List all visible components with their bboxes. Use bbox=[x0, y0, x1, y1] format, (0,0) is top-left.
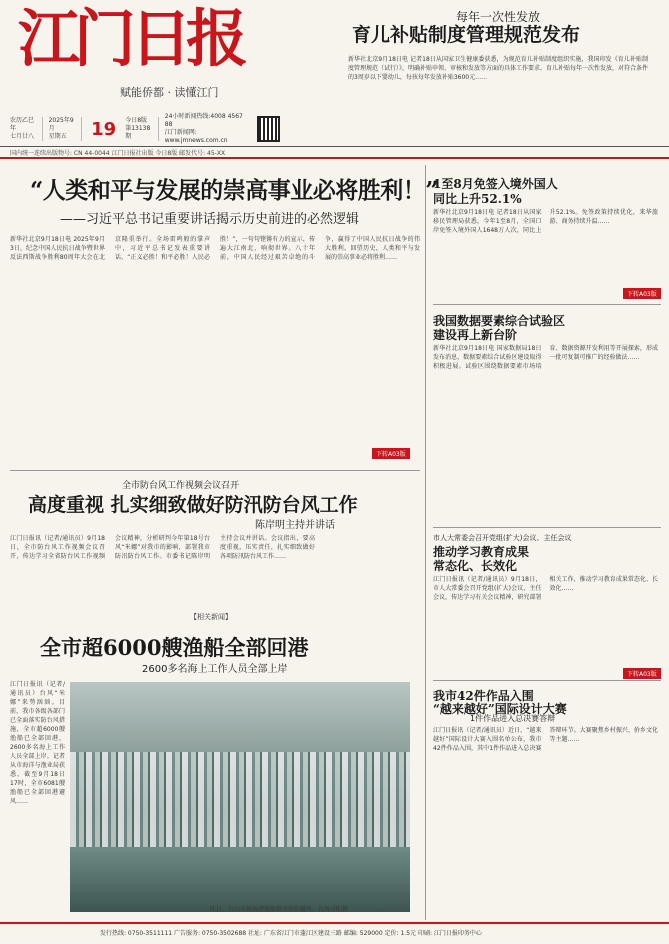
divider bbox=[433, 527, 661, 528]
footer: 发行热线: 0750-3511111 广告服务: 0750-3502688 社址: 广东省江门市蓬江区建设三路 邮编: 529000 定价: 1.5元 印刷: 江门日报印务中心 bbox=[0, 922, 669, 944]
story2-body: 江门日报讯（记者/通讯员）9月18日，全市防台风工作视频会议召开，传达学习全省防台风工作视频会议精神，分析研判今年第18号台风“米娜”对我市的影响，部署我市防汛防台风工作。市委书记陈岸明主持会议并讲话。会议指出，要高度重视，压实责任，扎实细致做好各项防汛防台风工作…… bbox=[10, 535, 315, 560]
masthead bbox=[12, 0, 262, 115]
newspaper-logo[interactable]: 江门日报 bbox=[18, 2, 243, 75]
harbor-photo[interactable] bbox=[70, 682, 410, 912]
right-story3-title-2[interactable]: 常态化、长效化 bbox=[433, 559, 518, 573]
right-story4-body: 江门日报讯（记者/通讯员）近日，“越来越好”国际设计大赛入围名单公布，我市42件作品入围，其中1件作品进入总决赛答辩环节。大赛聚焦乡村振兴、侨乡文化等主题…… bbox=[433, 727, 658, 752]
lead-body: 新华社北京9月18日电 2025年9月3日，纪念中国人民抗日战争暨世界反法西斯战争胜利80周年大会在北京隆重举行。全场雷鸣般的掌声中，习近平总书记发表重要讲话，“正义必胜！和平必胜！人民必胜！”，一句句铿锵有力的宣示，传遍大江南北，响彻世界。八十年前，中国人民经过艰苦卓绝的斗争，赢得了中国人民抗日战争的伟大胜利。回望历史，人类和平与发展的崇高事业必将胜利…… bbox=[10, 236, 420, 261]
issue-number: 今日8版 第13138期 bbox=[125, 117, 159, 140]
right-story2-body: 新华社北京9月18日电 国家数据局18日发布消息，数据要素综合试验区建设取得积极进展。试验区围绕数据要素市场培育、数据资源开发利用等开展探索，形成一批可复制可推广的经验做法…… bbox=[433, 345, 658, 370]
story2-sub: 陈岸明主持并讲话 bbox=[255, 520, 335, 531]
right-story3-body: 江门日报讯（记者/通讯员）9月18日，市人大常委会召开党组(扩大)会议、主任会议，传达学习有关会议精神，研究部署相关工作，推动学习教育成果常态化、长效化…… bbox=[433, 576, 658, 601]
gregorian-date: 2025年9月 星期五 bbox=[49, 117, 83, 140]
top-story-body: 新华社北京9月18日电 记者18日从国家卫生健康委获悉，为规范育儿补贴制度组织实施，我国印发《育儿补贴制度管理规范（试行）》，明确补贴申领、审核和发放等方面的具体工作要求。育儿补贴每年一次性发放，对符合条件的3周岁以下婴幼儿，每孩每年发放补贴3600元…… bbox=[348, 56, 648, 81]
right-story3-kicker: 市人大常委会召开党组(扩大)会议、主任会议 bbox=[433, 534, 572, 542]
harbor-water bbox=[70, 847, 410, 912]
right-story1-title-2[interactable]: 同比上升52.1% bbox=[433, 192, 522, 206]
related-news-tag: 【相关新闻】 bbox=[190, 613, 232, 621]
top-story[interactable] bbox=[340, 0, 660, 145]
publication-info: 国内统一连续出版物号: CN 44-0044 江门日报社出版 今日8版 邮发代号: 45-XX bbox=[10, 150, 226, 157]
right-story3-title[interactable]: 推动学习教育成果 bbox=[433, 545, 530, 559]
story2-kicker: 全市防台风工作视频会议召开 bbox=[122, 481, 240, 491]
top-story-title[interactable]: 育儿补贴制度管理规范发布 bbox=[352, 24, 581, 46]
right-story1-body: 新华社北京9月18日电 记者18日从国家移民管理局获悉，今年1至8月，全国口岸免签入境外国人1648万人次，同比上升52.1%。免签政策持续优化，来华旅游、商务持续升温…… bbox=[433, 209, 658, 234]
issue-info bbox=[10, 113, 280, 145]
lead-headline[interactable]: “人类和平与发展的崇高事业必将胜利！” bbox=[30, 177, 438, 204]
story3-body: 江门日报讯（记者/通讯员）台风“米娜”来势汹汹。目前，我市各级各部门已全面落实防台风措施，全市超6000艘渔船已全部回港，2600多名海上工作人员全部上岸。记者从市海洋与渔业局获悉，截至9月18日17时，全市6081艘渔船已全部回港避风…… bbox=[10, 681, 65, 805]
day-number: 19 bbox=[91, 118, 117, 140]
slogan: 赋能侨都 · 读懂江门 bbox=[120, 86, 219, 99]
photo-caption: 昨日，台山市镇海港渔船整齐停泊避风。台海寻阳摄 bbox=[210, 906, 349, 913]
lead-subtitle: ——习近平总书记重要讲话揭示历史前进的必然逻辑 bbox=[60, 212, 360, 227]
right-story4-sub: 1件作品进入总决赛答辩 bbox=[470, 714, 556, 723]
continue-link[interactable]: 下转A03版 bbox=[623, 288, 661, 299]
right-story4-title-2[interactable]: “越来越好”国际设计大赛 bbox=[433, 702, 567, 716]
top-story-kicker: 每年一次性发放 bbox=[456, 10, 541, 24]
continue-link[interactable]: 下转A03版 bbox=[372, 448, 410, 459]
contact-info: 24小时新闻热线:4008 4567 88 江门新闻网: www.jmnews.com.cn bbox=[164, 113, 243, 144]
right-story2-title[interactable]: 我国数据要素综合试验区 bbox=[433, 314, 566, 328]
story3-headline[interactable]: 全市超6000艘渔船全部回港 bbox=[40, 635, 309, 660]
lunar-date: 农历乙巳年 七月廿八 bbox=[10, 117, 43, 140]
right-story1-title[interactable]: 1至8月免签入境外国人 bbox=[433, 177, 558, 191]
qr-code-icon[interactable] bbox=[257, 116, 281, 142]
divider bbox=[433, 680, 661, 681]
right-story2-title-2[interactable]: 建设再上新台阶 bbox=[433, 328, 518, 342]
divider bbox=[0, 146, 669, 147]
continue-link[interactable]: 下转A03版 bbox=[623, 668, 661, 679]
column-divider bbox=[425, 165, 426, 920]
right-story4-title[interactable]: 我市42件作品入围 bbox=[433, 689, 534, 703]
divider bbox=[10, 470, 420, 471]
fishing-boats bbox=[70, 752, 410, 852]
story2-headline[interactable]: 高度重视 扎实细致做好防汛防台风工作 bbox=[28, 494, 358, 516]
story3-sub: 2600多名海上工作人员全部上岸 bbox=[142, 664, 288, 675]
divider bbox=[433, 304, 661, 305]
red-divider bbox=[0, 157, 669, 159]
